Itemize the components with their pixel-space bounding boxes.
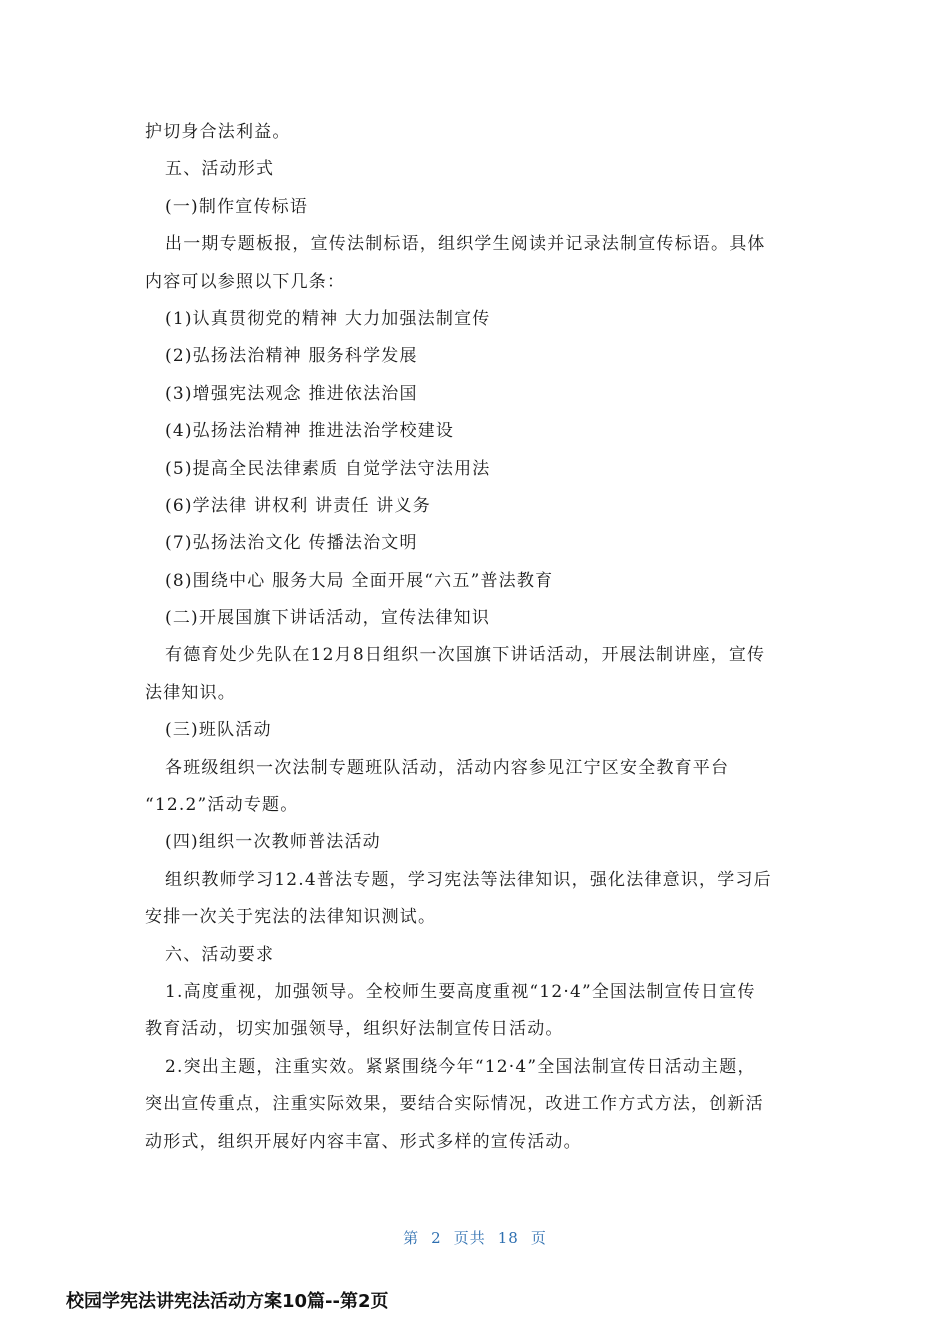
text-line: 内容可以参照以下几条： [145, 271, 346, 292]
text-line: 突出宣传重点，注重实际效果，要结合实际情况，改进工作方式方法，创新活 [145, 1094, 764, 1115]
slogan-item: (3)增强宪法观念 推进依法治国 [165, 383, 418, 404]
text-line: 各班级组织一次法制专题班队活动，活动内容参见江宁区安全教育平台 [165, 757, 730, 778]
slogan-item: (1)认真贯彻党的精神 大力加强法制宣传 [165, 308, 491, 329]
subsection-heading: (二)开展国旗下讲话活动，宣传法律知识 [165, 608, 491, 629]
text-line: 出一期专题板报，宣传法制标语，组织学生阅读并记录法制宣传标语。具体 [165, 234, 766, 255]
section-heading: 六、活动要求 [165, 944, 275, 965]
text-line: 1.高度重视，加强领导。全校师生要高度重视“12·4”全国法制宣传日宣传 [165, 981, 756, 1002]
page-number: 2 [431, 1229, 442, 1247]
slogan-item: (2)弘扬法治精神 服务科学发展 [165, 346, 418, 367]
subsection-heading: (一)制作宣传标语 [165, 196, 309, 217]
subsection-heading: (四)组织一次教师普法活动 [165, 832, 381, 853]
text-line: 动形式，组织开展好内容丰富、形式多样的宣传活动。 [145, 1131, 582, 1152]
text-line: 护切身合法利益。 [145, 122, 291, 142]
section-heading: 五、活动形式 [165, 159, 275, 180]
footer-word: 页 [530, 1229, 547, 1247]
slogan-item: (7)弘扬法治文化 传播法治文明 [165, 533, 418, 554]
text-line: 教育活动，切实加强领导，组织好法制宣传日活动。 [145, 1019, 564, 1040]
subsection-heading: (三)班队活动 [165, 720, 272, 741]
page-footer [0, 1227, 950, 1248]
slogan-item: (5)提高全民法律素质 自觉学法守法用法 [165, 458, 491, 479]
text-line: 组织教师学习12.4普法专题，学习宪法等法律知识，强化法律意识，学习后 [165, 869, 772, 890]
slogan-item: (6)学法律 讲权利 讲责任 讲义务 [165, 495, 431, 516]
document-body [145, 114, 810, 1161]
text-line: “12.2”活动专题。 [145, 795, 299, 816]
text-line: 2.突出主题，注重实效。紧紧围绕今年“12·4”全国法制宣传日活动主题， [165, 1056, 756, 1077]
slogan-item: (4)弘扬法治精神 推进法治学校建设 [165, 421, 455, 442]
text-line: 法律知识。 [145, 682, 236, 703]
total-pages: 18 [497, 1229, 519, 1247]
slogan-item: (8)围绕中心 服务大局 全面开展“六五”普法教育 [165, 570, 554, 591]
text-line: 安排一次关于宪法的法律知识测试。 [145, 907, 437, 928]
footer-word: 第 [403, 1229, 420, 1247]
document-title: 校园学宪法讲宪法活动方案10篇--第2页 [66, 1291, 389, 1312]
text-line: 有德育处少先队在12月8日组织一次国旗下讲话活动，开展法制讲座，宣传 [165, 645, 766, 666]
footer-word: 页共 [453, 1229, 486, 1247]
